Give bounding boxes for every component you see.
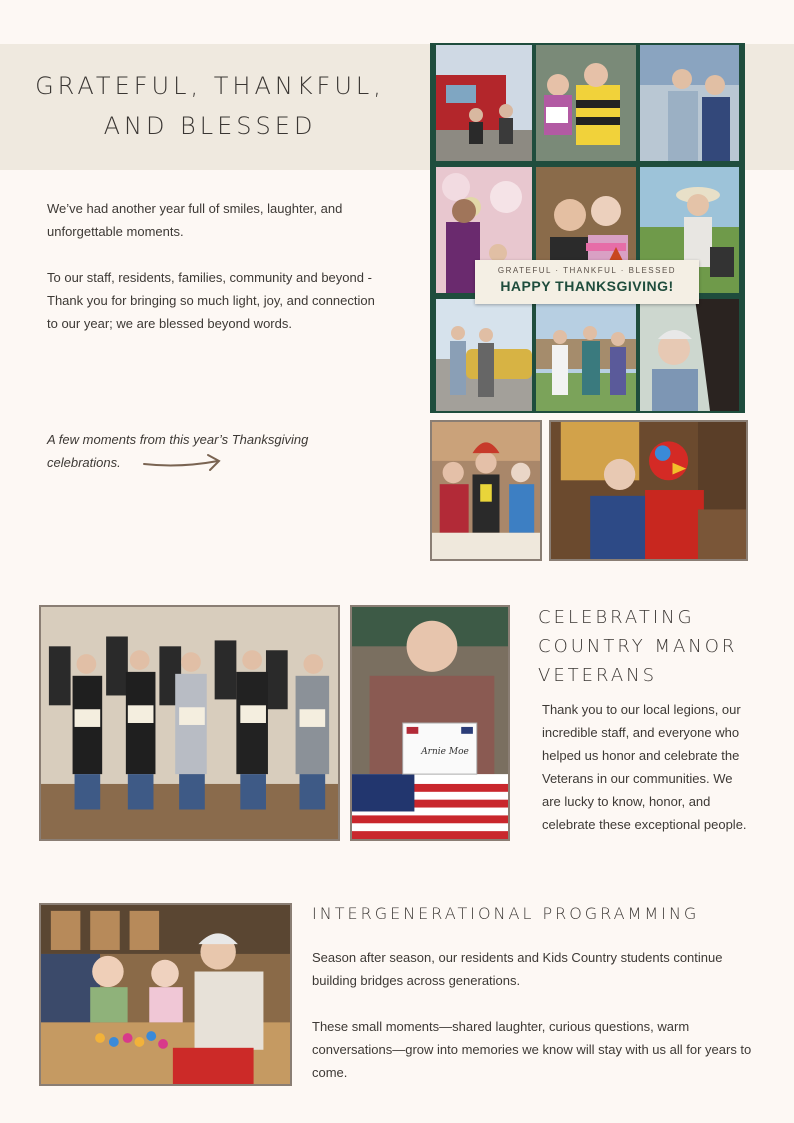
collage-photo-car bbox=[436, 299, 532, 411]
title-line-2: AND BLESSED bbox=[103, 112, 317, 140]
thanks-paragraph: To our staff, residents, families, community and beyond - Thank you for bringing so much light, joy, and connection to our year; we are blessed beyond words. bbox=[47, 270, 375, 331]
photo-veterans-group bbox=[39, 605, 340, 841]
veterans-heading-line-2: COUNTRY MANOR bbox=[538, 636, 738, 657]
photo-kids-and-resident bbox=[39, 903, 292, 1086]
banner-subtitle: GRATEFUL · THANKFUL · BLESSED bbox=[497, 266, 677, 275]
thanksgiving-banner bbox=[475, 260, 699, 304]
intergenerational-paragraph-1: Season after season, our residents and Kids Country students continue building bridges across generations. bbox=[312, 950, 723, 988]
collage-photo-firetruck bbox=[436, 45, 532, 161]
veterans-paragraph: Thank you to our local legions, our incredible staff, and everyone who helped us honor and celebrate the Veterans in our communities. We are lucky to know, honor, and celebrate these exceptional people. bbox=[542, 702, 747, 832]
veterans-heading-line-1: CELEBRATING bbox=[538, 607, 695, 628]
intergenerational-heading: INTERGENERATIONAL PROGRAMMING bbox=[312, 904, 700, 923]
veterans-heading-line-3: VETERANS bbox=[538, 665, 658, 686]
title-line-1: GRATEFUL, THANKFUL, bbox=[35, 72, 385, 100]
certificate-name: Arnie Moe bbox=[421, 747, 469, 757]
photo-turkey-hat-table bbox=[430, 420, 542, 561]
banner-title: HAPPY THANKSGIVING! bbox=[500, 278, 674, 294]
intergenerational-paragraph-2: These small moments—shared laughter, curious questions, warm conversations—grow into memories we know will stay with us all for years to come. bbox=[312, 1019, 752, 1080]
page-title bbox=[30, 66, 390, 146]
thanksgiving-collage bbox=[430, 43, 745, 413]
collage-photo-couple bbox=[640, 45, 739, 161]
photo-turkey-costume bbox=[549, 420, 748, 561]
intro-paragraph: We’ve had another year full of smiles, laughter, and unforgettable moments. bbox=[47, 201, 343, 239]
photo-veteran-certificate bbox=[350, 605, 510, 841]
collage-photo-dancers bbox=[536, 299, 636, 411]
collage-caption: A few moments from this year’s Thanksgiving celebrations. bbox=[47, 432, 309, 470]
collage-photo-horse bbox=[640, 299, 739, 411]
collage-photo-bees bbox=[536, 45, 636, 161]
arrow-right-icon bbox=[140, 452, 224, 476]
veterans-heading bbox=[538, 603, 737, 690]
